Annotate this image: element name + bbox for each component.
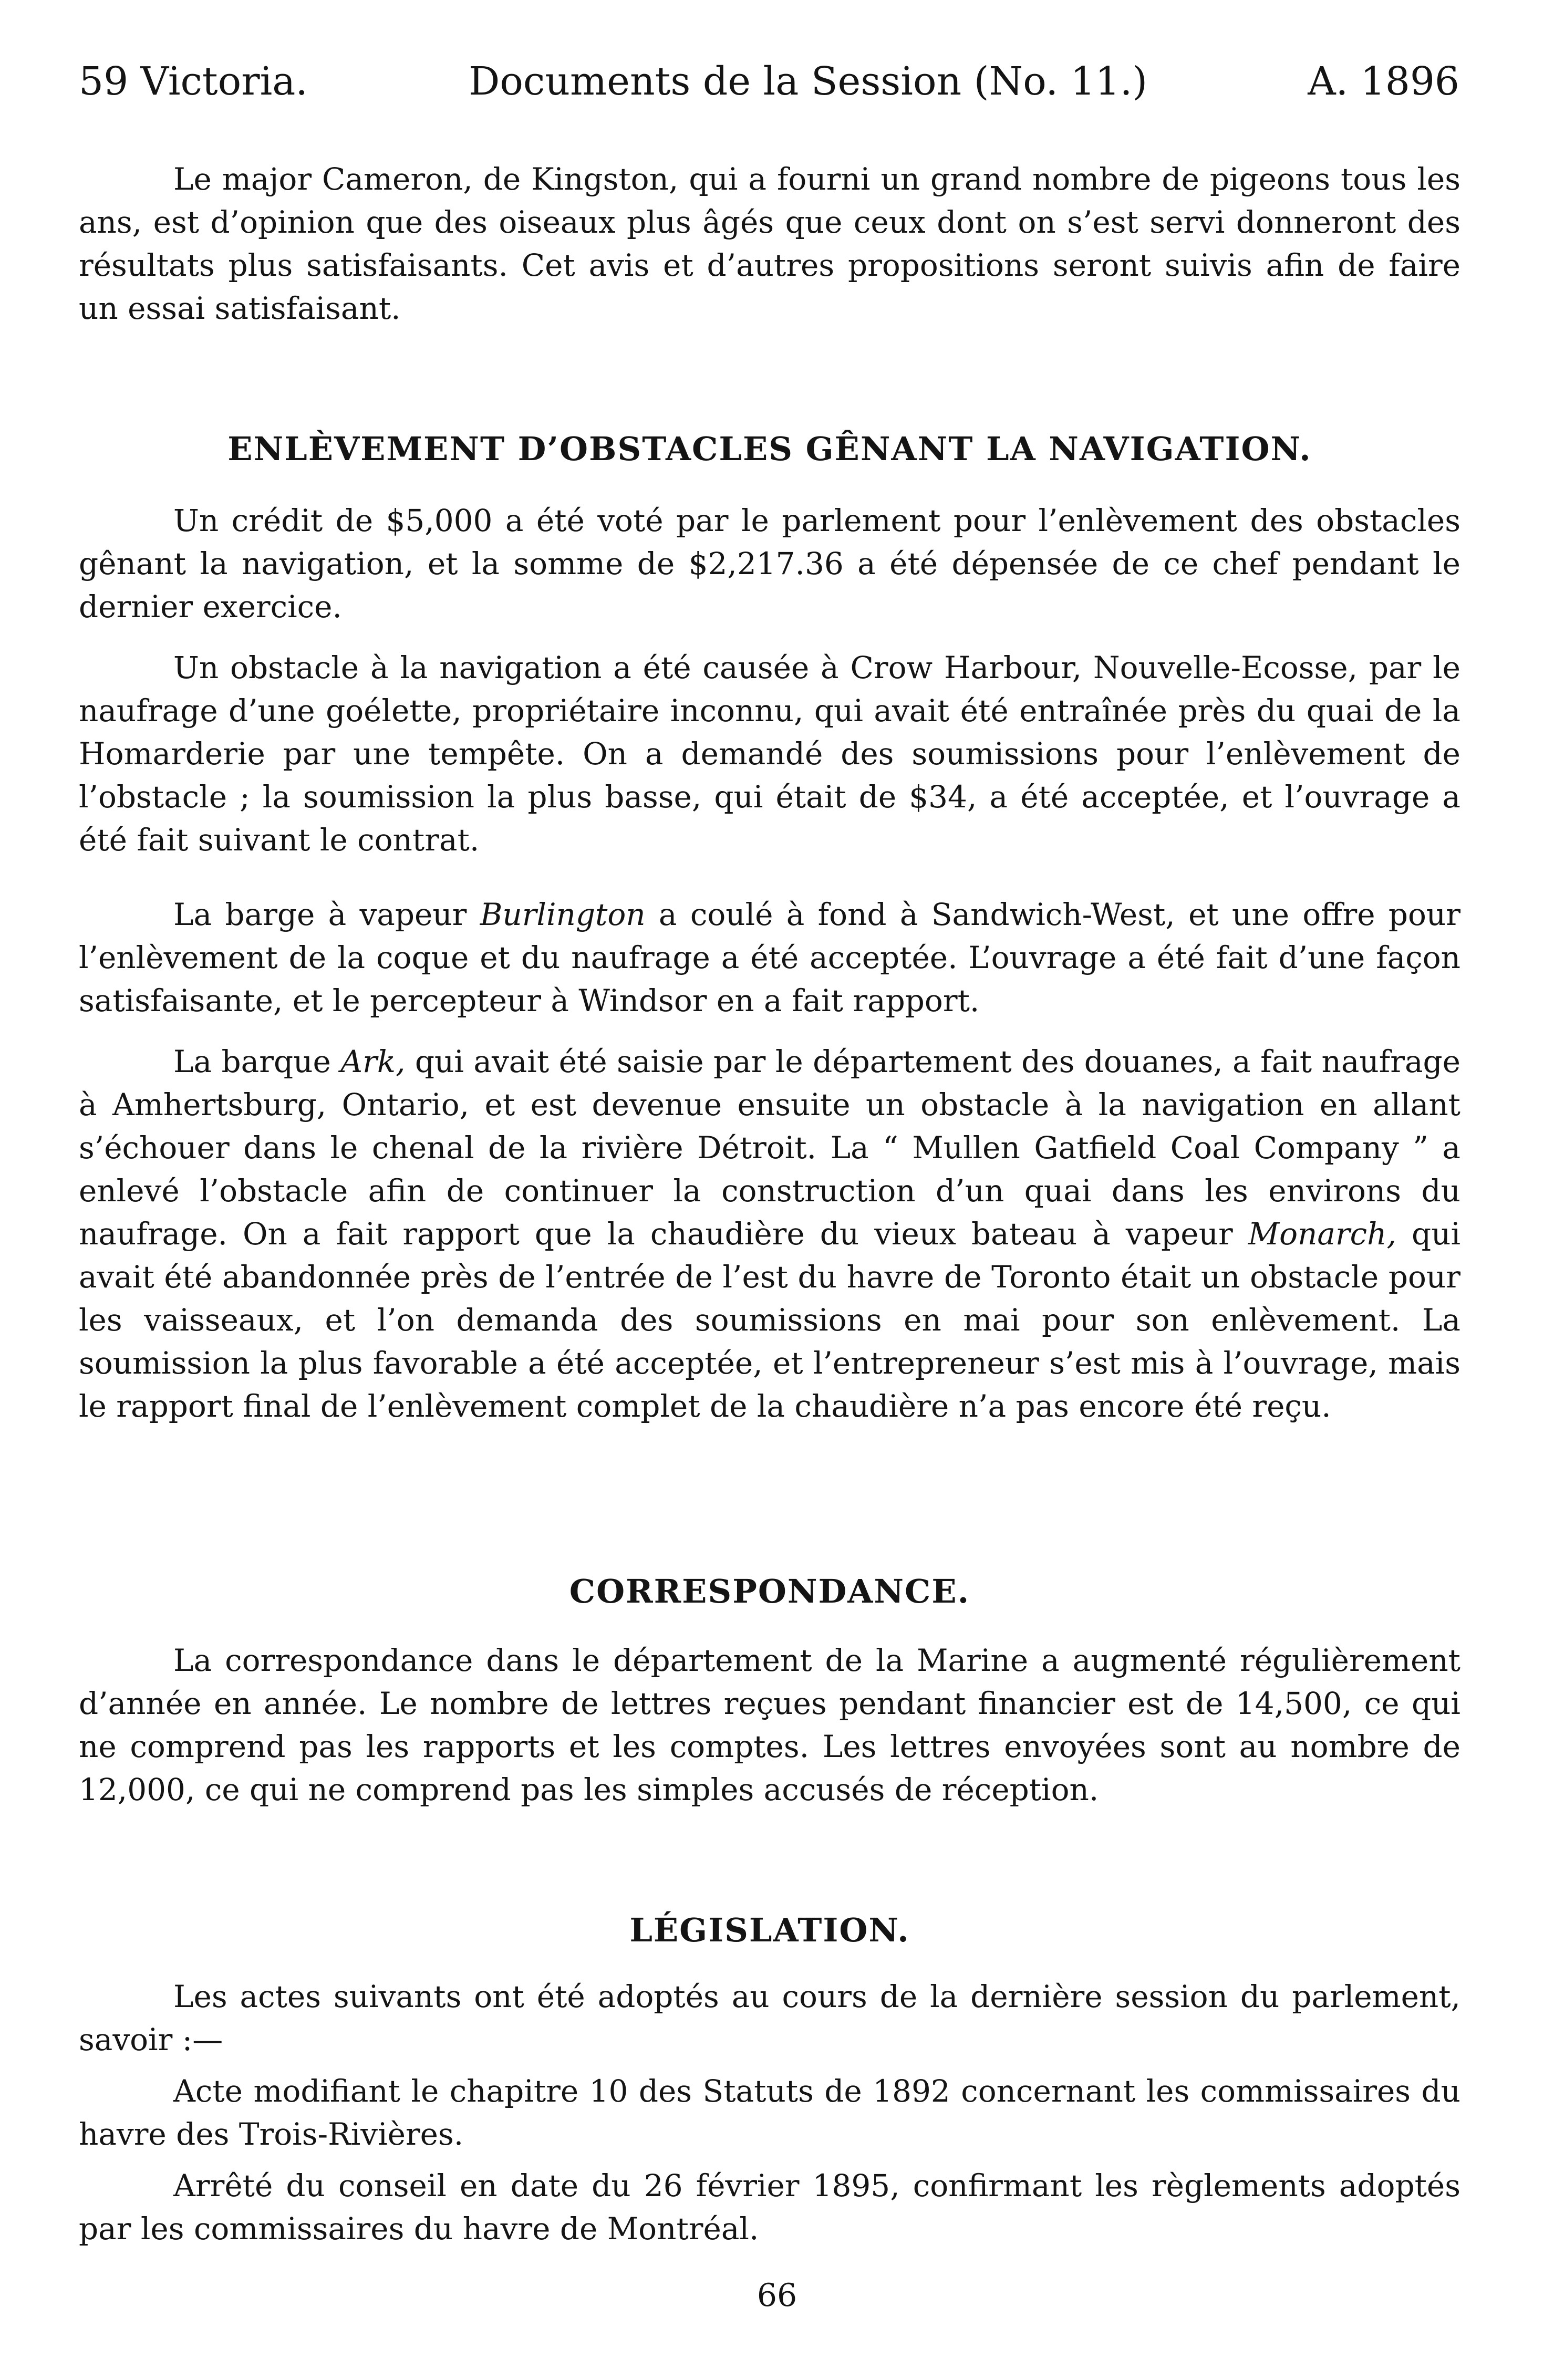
text-run: a coulé à fond à Sandwich-West, et une offre pour l’enlèvement de la coque et du naufrage a été acceptée. L’ouvrage a été fait d’une façon satisfaisante, et le percepteur à Windsor en a fait rapport.	[79, 897, 1460, 1018]
header-year: A. 1896	[1308, 59, 1459, 104]
paragraph-credit: Un crédit de $5,000 a été voté par le parlement pour l’enlèvement des obstacles gênant la navigation, et la somme de $2,217.36 a été dépensée de ce chef pendant le dernier exercice.	[79, 503, 1460, 625]
page-number: 66	[757, 2277, 797, 2314]
section-heading-obstacles: ENLÈVEMENT D’OBSTACLES GÊNANT LA NAVIGATION.	[227, 430, 1312, 468]
section-heading-correspondance: CORRESPONDANCE.	[569, 1572, 970, 1610]
paragraph-correspondance: La correspondance dans le département de la Marine a augmenté régulièrement d’année en année. Le nombre de lettres reçues pendant financier est de 14,500, ce qui ne comprend pas les rapports et les comptes. Les lettres envoyées sont au nombre de 12,000, ce qui ne comprend pas les simples accusés de réception.	[79, 1643, 1460, 1807]
paragraph-crow-harbour: Un obstacle à la navigation a été causée à Crow Harbour, Nouvelle-Ecosse, par le naufrage d’une goélette, propriétaire inconnu, qui avait été entraînée près du quai de la Homarderie par une tempête. On a demandé des soumissions pour l’enlèvement de l’obstacle ; la soumission la plus basse, qui était de $34, a été acceptée, et l’ouvrage a été fait suivant le contrat.	[79, 650, 1460, 858]
running-header	[79, 50, 1459, 113]
text-run: La barque	[173, 1044, 341, 1079]
text-run: qui avait été abandonnée près de l’entrée de l’est du havre de Toronto était un obstacle pour les vaisseaux, et l’on demanda des soumissions en mai pour son enlèvement. La soumission la plus favorable a été acceptée, et l’entrepreneur s’est mis à l’ouvrage, mais le rapport final de l’enlèvement complet de la chaudière n’a pas encore été reçu.	[79, 1216, 1460, 1424]
ship-name-monarch: Monarch,	[1248, 1216, 1396, 1252]
text-run: qui avait été saisie par le département des douanes, a fait naufrage à Amhertsburg, Ontario, et est devenue ensuite un obstacle à la navigation en allant s’échouer dans le chenal de la rivière Détroit. La “ Mullen Gatfield Coal Company ” a enlevé l’obstacle afin de continuer la construction d’un quai dans les environs du naufrage. On a fait rapport que la chaudière du vieux bateau à vapeur	[79, 1044, 1460, 1252]
paragraph-actes: Les actes suivants ont été adoptés au cours de la dernière session du parlement, savoir :—	[79, 1979, 1460, 2057]
text-run: La barge à vapeur	[173, 897, 480, 932]
ship-name-burlington: Burlington	[480, 897, 646, 932]
section-heading-legislation: LÉGISLATION.	[629, 1911, 910, 1949]
paragraph-ark	[79, 1040, 1460, 1428]
header-title: Documents de la Session (No. 11.)	[469, 59, 1148, 104]
ship-name-ark: Ark,	[340, 1044, 406, 1079]
paragraph-burlington	[79, 893, 1460, 1022]
paragraph-pigeons: Le major Cameron, de Kingston, qui a fourni un grand nombre de pigeons tous les ans, est d’opinion que des oiseaux plus âgés que ceux dont on s’est servi donneront des résultats plus satisfaisants. Cet avis et d’autres propositions seront suivis afin de faire un essai satisfaisant.	[79, 161, 1460, 326]
header-volume: 59 Victoria.	[79, 59, 308, 104]
paragraph-acte-trois-rivieres: Acte modifiant le chapitre 10 des Statuts de 1892 concernant les commissaires du havre des Trois-Rivières.	[79, 2073, 1460, 2152]
paragraph-arrete-montreal: Arrêté du conseil en date du 26 février 1895, confirmant les règlements adoptés par les commissaires du havre de Montréal.	[79, 2168, 1460, 2247]
